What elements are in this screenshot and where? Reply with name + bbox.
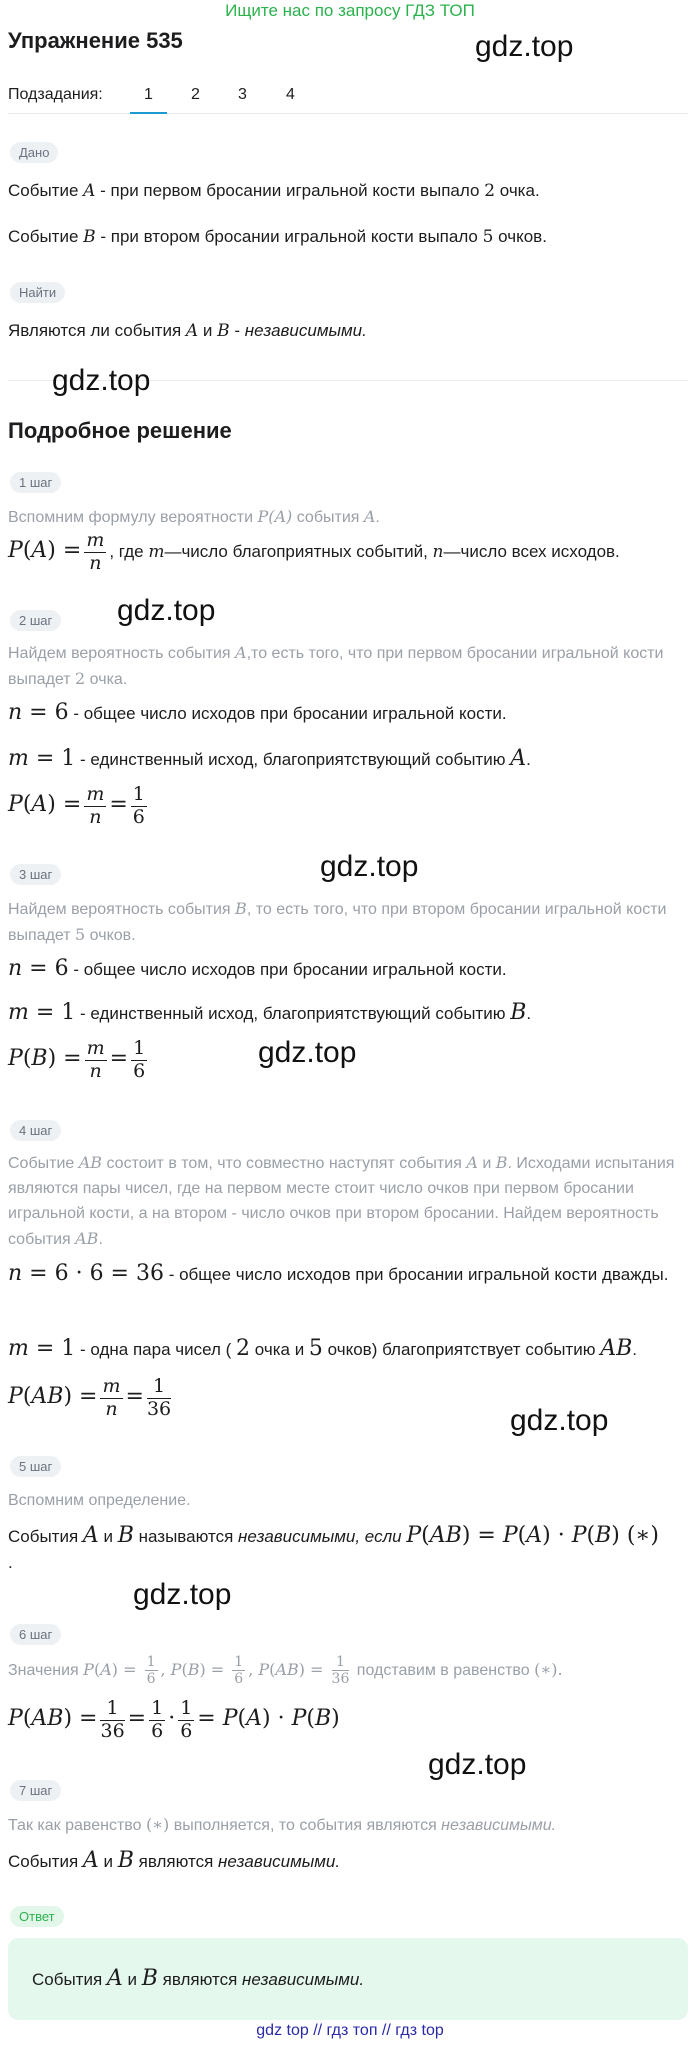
step-1-note: Вспомним формулу вероятности P(A) события A. bbox=[8, 507, 380, 526]
step-6-note: Значения P(A) = $\frac{1}{6}$ , P(B) = $\frac{1}{6}$ , P(AB) = $\frac{1}{36}$ подставим в равенство (∗). bbox=[8, 1654, 563, 1688]
step-2-line-2: m = 1 - единственный исход, благоприятствующий событию A. bbox=[8, 746, 531, 771]
answer-text: События A и B являются независимыми. bbox=[32, 1966, 365, 1991]
step-5-definition: События A и B называются независимыми, если P(AB) = P(A) · P(B) (∗) . bbox=[8, 1523, 659, 1572]
solution-title: Подробное решение bbox=[8, 418, 232, 443]
step-7-label: 7 шаг bbox=[10, 1780, 61, 1801]
given-line-2: Событие B - при втором бросании игральной кости выпало 5 очков. bbox=[8, 227, 547, 247]
step-3-label: 3 шаг bbox=[10, 864, 61, 885]
subtasks-label: Подзадания: bbox=[8, 86, 103, 103]
given-label: Дано bbox=[10, 142, 58, 163]
tab-subtask-4[interactable]: 4 bbox=[286, 86, 295, 103]
page-title: Упражнение 535 bbox=[8, 28, 183, 53]
step-6-formula: P(AB) = $\frac{1}{36}$ = $\frac{1}{6}$ · $\frac{1}{6}$ = P(A) · P(B) bbox=[8, 1697, 340, 1742]
step-4-label: 4 шаг bbox=[10, 1120, 61, 1141]
watermark: gdz.top bbox=[258, 1036, 357, 1069]
step-1-label: 1 шаг bbox=[10, 472, 61, 493]
find-line: Являются ли события A и B - независимыми. bbox=[8, 321, 367, 341]
watermark: gdz.top bbox=[52, 364, 151, 397]
watermark: gdz.top bbox=[320, 850, 419, 883]
step-6-label: 6 шаг bbox=[10, 1624, 61, 1645]
step-4-formula: P(AB) = $\frac{m}{n}$ = $\frac{1}{36}$ bbox=[8, 1375, 172, 1420]
step-1-formula: P(A) = $\frac{m}{n}$ , где m—число благоприятных событий, n—число всех исходов. bbox=[8, 529, 620, 574]
answer-label: Ответ bbox=[10, 1906, 64, 1927]
step-3-line-1: n = 6 - общее число исходов при бросании игральной кости. bbox=[8, 956, 507, 981]
step-4-line-2: m = 1 - одна пара чисел ( 2 очка и 5 очков) благоприятствует событию AB. bbox=[8, 1336, 637, 1361]
watermark: gdz.top bbox=[117, 594, 216, 627]
step-4-note: Событие AB состоит в том, что совместно наступят события A и B. Исходами испытания являются пары чисел, где на первом месте стоит число очков при первом бросании игральной кости, а на втором - число очков при втором бросании. Найдем вероятность события AB. bbox=[8, 1153, 675, 1248]
step-2-line-1: n = 6 - общее число исходов при бросании игральной кости. bbox=[8, 700, 507, 725]
find-label: Найти bbox=[10, 282, 65, 303]
tabs-divider bbox=[8, 113, 688, 114]
watermark: gdz.top bbox=[475, 30, 574, 63]
watermark: gdz.top bbox=[510, 1404, 609, 1437]
tab-subtask-1[interactable]: 1 bbox=[144, 86, 153, 103]
step-3-formula: P(B) = $\frac{m}{n}$ = $\frac{1}{6}$ bbox=[8, 1037, 146, 1082]
step-5-note: Вспомним определение. bbox=[8, 1492, 191, 1509]
top-banner[interactable]: Ищите нас по запросу ГДЗ ТОП bbox=[225, 1, 475, 20]
given-line-1: Событие A - при первом бросании игральной кости выпало 2 очка. bbox=[8, 181, 540, 201]
step-2-label: 2 шаг bbox=[10, 610, 61, 631]
active-tab-indicator bbox=[130, 112, 167, 114]
step-5-label: 5 шаг bbox=[10, 1456, 61, 1477]
tab-subtask-3[interactable]: 3 bbox=[238, 86, 247, 103]
step-7-note: Так как равенство (∗) выполняется, то события являются независимыми. bbox=[8, 1815, 557, 1834]
step-7-conclusion: События A и B являются независимыми. bbox=[8, 1848, 341, 1873]
tab-subtask-2[interactable]: 2 bbox=[191, 86, 200, 103]
step-2-formula: P(A) = $\frac{m}{n}$ = $\frac{1}{6}$ bbox=[8, 783, 145, 828]
step-3-note: Найдем вероятность события B, то есть того, что при втором бросании игральной кости выпадет 5 очков. bbox=[8, 899, 667, 944]
step-3-line-2: m = 1 - единственный исход, благоприятствующий событию B. bbox=[8, 1000, 532, 1025]
watermark: gdz.top bbox=[133, 1578, 232, 1611]
watermark: gdz.top bbox=[428, 1748, 527, 1781]
step-4-line-1: n = 6 · 6 = 36 - общее число исходов при бросании игральной кости дважды. bbox=[8, 1261, 669, 1286]
footer-links[interactable]: gdz top // гдз топ // гдз top bbox=[256, 2022, 444, 2039]
step-2-note: Найдем вероятность события A,то есть того, что при первом бросании игральной кости выпадет 2 очка. bbox=[8, 643, 664, 688]
